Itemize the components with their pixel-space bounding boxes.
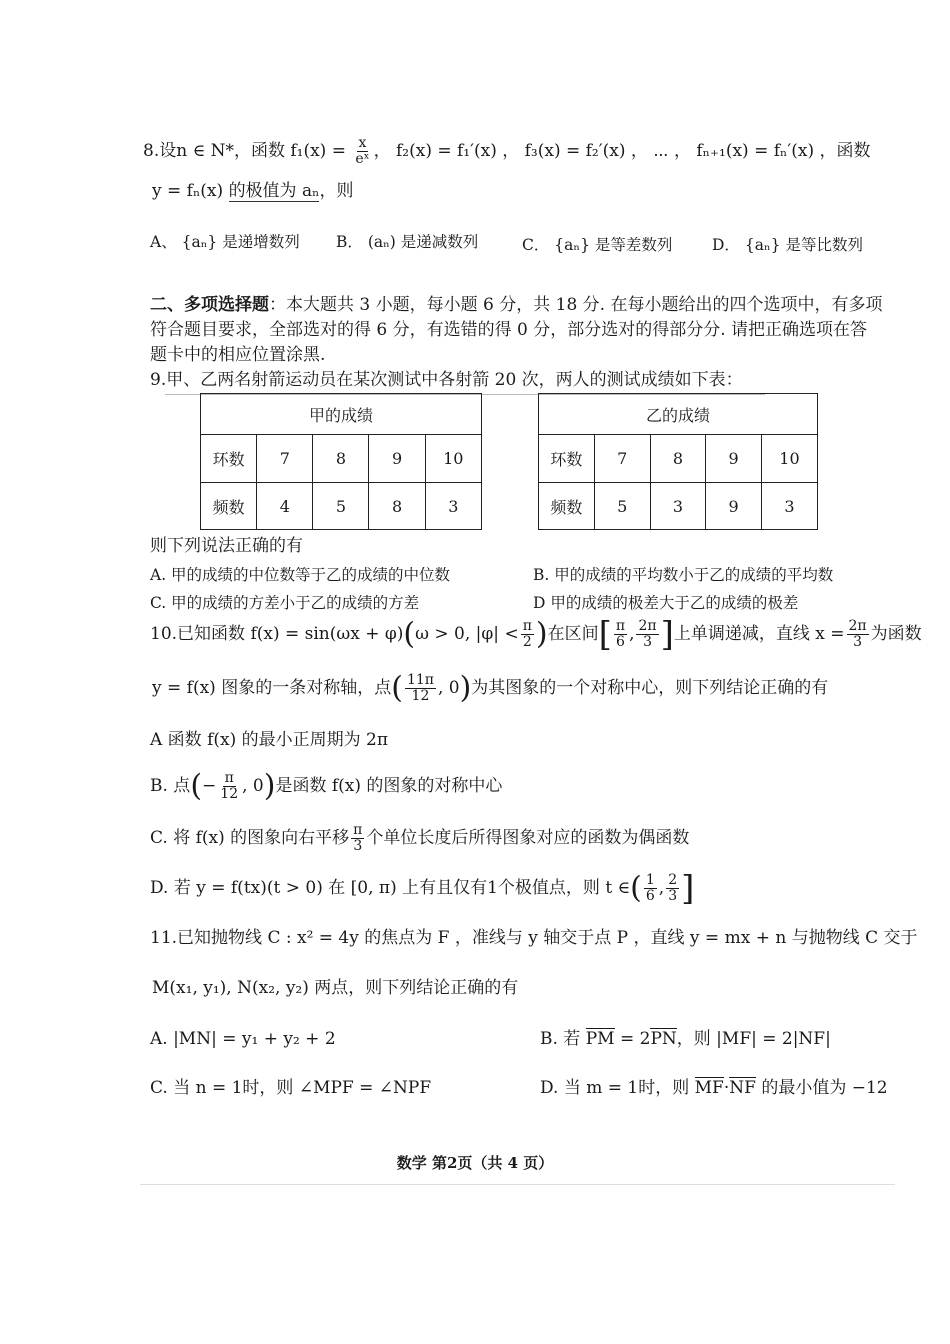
table-b-row2-label: 频数 xyxy=(539,483,595,530)
frac-num: 1 xyxy=(645,872,655,888)
q10-d-text: D. 若 y = f(tx)(t > 0) 在 [0, π) 上有且仅有1个极值点，则 t ∈ xyxy=(150,878,631,898)
q10-2pi-over-3 xyxy=(636,619,658,650)
page-footer: 数学 第2页（共 4 页） xyxy=(396,1154,554,1172)
q9-option-c: C. 甲的成绩的方差小于乙的成绩的方差 xyxy=(150,594,420,612)
q11-d-label: D. 当 m = 1时，则 xyxy=(540,1078,690,1098)
q10-point-y: , 0 xyxy=(437,678,460,698)
q8-number: 8.设 xyxy=(143,141,177,161)
q10-option-b xyxy=(150,768,503,804)
q8-f1-lhs: f₁(x) = xyxy=(290,141,346,161)
q8-extreme-value: 的极值为 aₙ xyxy=(228,181,320,201)
q10-symmetry-axis: y = f(x) 图象的一条对称轴，点 xyxy=(152,678,392,698)
frac-den: 6 xyxy=(645,888,655,904)
table-a-title: 甲的成绩 xyxy=(201,394,482,435)
q10-symmetry-center: 为其图象的一个对称中心，则下列结论正确的有 xyxy=(471,678,829,698)
q10-b-point-y: , 0 xyxy=(242,776,264,796)
frac-num: 2π xyxy=(848,618,867,634)
q11-line2: M(x₁, y₁), N(x₂, y₂) 两点，则下列结论正确的有 xyxy=(152,978,519,998)
section2-line1 xyxy=(150,294,883,316)
paren-left-icon: ( xyxy=(190,768,203,804)
q10-option-a: A 函数 f(x) 的最小正周期为 2π xyxy=(150,730,389,750)
q9-stem: 9.甲、乙两名射箭运动员在某次测试中各射箭 20 次，两人的测试成绩如下表： xyxy=(150,370,743,390)
frac-num: π xyxy=(224,770,234,786)
q8-option-c: C． {aₙ} 是等差数列 xyxy=(522,236,673,254)
frac-den: 3 xyxy=(668,888,678,904)
q10-c-pi-over-3 xyxy=(351,823,364,854)
table-cell: 8 xyxy=(313,435,369,483)
frac-num: 11π xyxy=(406,672,434,688)
vector-nf: NF xyxy=(729,1078,756,1098)
frac-den: 3 xyxy=(643,634,652,650)
section2-instructions-1: ：本大题共 3 小题，每小题 6 分，共 18 分. 在每小题给出的四个选项中，有多项 xyxy=(269,295,883,315)
bracket-right-icon: ] xyxy=(660,614,674,655)
section2-instructions-2: 符合题目要求，全部选对的得 6 分，有选错的得 0 分，部分选对的得部分分. 请把正确选项在答 xyxy=(150,320,868,340)
frac-num: π xyxy=(522,618,532,634)
vector-mf: MF xyxy=(694,1078,724,1098)
q10-pi-over-2 xyxy=(521,619,534,650)
q10-axis-line: 上单调递减，直线 x = xyxy=(673,624,845,644)
section2-instructions-3: 题卡中的相应位置涂黑. xyxy=(150,345,326,365)
frac-num: 2π xyxy=(638,618,657,634)
q10-condition: ω > 0, |φ| < xyxy=(415,624,519,644)
q9-table-b xyxy=(538,393,818,530)
q8-then: ，则 xyxy=(319,181,354,201)
q10-axis-value xyxy=(847,619,869,650)
table-cell: 3 xyxy=(650,483,706,530)
paren-right-icon: ) xyxy=(459,670,472,706)
q10-for-function: 为函数 xyxy=(870,624,922,644)
table-cell: 8 xyxy=(650,435,706,483)
frac-den: 6 xyxy=(616,634,625,650)
q10-b-text: 是函数 f(x) 的图象的对称中心 xyxy=(275,776,503,796)
q10-b-label: B. 点 xyxy=(150,776,191,796)
q10-c-text-2: 个单位长度后所得图象对应的函数为偶函数 xyxy=(366,828,690,848)
q8-recurrence: ， f₂(x) = f₁′(x) ， f₃(x) = f₂′(x) ， ⋯ ， fₙ₊₁(x) = fₙ′(x) ，函数 xyxy=(373,141,871,161)
frac-num: π xyxy=(353,822,363,838)
bracket-right-icon: ] xyxy=(681,868,695,909)
q8-domain: n ∈ N*，函数 xyxy=(176,141,285,161)
q11-b-label: B. 若 xyxy=(540,1029,581,1049)
q10-function: 10.已知函数 f(x) = sin(ωx + φ) xyxy=(150,624,404,644)
vector-pn: PN xyxy=(650,1029,677,1049)
q8-option-d: D． {aₙ} 是等比数列 xyxy=(712,236,863,254)
q11-option-b xyxy=(540,1028,831,1050)
table-cell: 10 xyxy=(761,435,817,483)
table-a-row1-label: 环数 xyxy=(201,435,257,483)
q8-option-b: B． (aₙ) 是递减数列 xyxy=(336,233,479,251)
q10-line1: 10.已知函数 f(x) = sin(ωx + φ)(ω > 0, |φ| < $\frac{\pi}{2}$ )在区间[ $\frac{\pi}{6}$ , $\frac{2\pi}{3}$ ]上单调递减，直线 x = $\frac{2\pi}{3}$ 为函数 xyxy=(150,614,922,655)
q10-c-text-1: C. 将 f(x) 的图象向右平移 xyxy=(150,828,350,848)
table-cell: 3 xyxy=(425,483,481,530)
q8-f1-numerator: x xyxy=(358,135,367,151)
q11-option-a: A. |MN| = y₁ + y₂ + 2 xyxy=(150,1029,336,1049)
frac-den: 12 xyxy=(411,688,430,704)
minus-sign: − xyxy=(202,776,217,796)
bracket-left-icon: [ xyxy=(598,614,612,655)
table-b-title: 乙的成绩 xyxy=(539,394,818,435)
frac-num: π xyxy=(615,618,626,634)
q9-table-a xyxy=(200,393,482,530)
table-cell: 7 xyxy=(594,435,650,483)
q9-option-b: B. 甲的成绩的平均数小于乙的成绩的平均数 xyxy=(533,566,834,584)
table-cell: 9 xyxy=(706,435,762,483)
q9-option-a: A. 甲的成绩的中位数等于乙的成绩的中位数 xyxy=(150,566,451,584)
q9-option-d: D 甲的成绩的极差大于乙的成绩的极差 xyxy=(533,594,799,612)
table-cell: 9 xyxy=(706,483,762,530)
dot-operator: · xyxy=(723,1078,730,1098)
q10-pi-over-6 xyxy=(614,619,627,650)
table-cell: 3 xyxy=(761,483,817,530)
q10-pi-over-12 xyxy=(218,771,240,802)
q8-f1-denominator: eˣ xyxy=(355,151,370,167)
q10-line2 xyxy=(152,670,829,706)
q8-f1-fraction xyxy=(353,136,371,167)
q10-11pi-over-12 xyxy=(405,673,436,704)
table-cell: 4 xyxy=(257,483,313,530)
table-b-row1-label: 环数 xyxy=(539,435,595,483)
table-cell: 7 xyxy=(257,435,313,483)
q11-b-result: ，则 |MF| = 2|NF| xyxy=(676,1029,831,1049)
frac-den: 3 xyxy=(853,634,863,650)
footer-rule xyxy=(140,1184,895,1185)
q11-b-eq: = 2 xyxy=(619,1029,651,1049)
q10-d-two-thirds xyxy=(666,873,679,904)
table-cell: 5 xyxy=(594,483,650,530)
section2-title: 二、多项选择题 xyxy=(150,295,269,315)
frac-den: 3 xyxy=(353,838,363,854)
paren-right-icon: ) xyxy=(263,768,276,804)
q8-line2 xyxy=(152,180,353,202)
table-cell: 9 xyxy=(369,435,425,483)
frac-den: 2 xyxy=(522,634,532,650)
q8-y-fn: y = fₙ(x) xyxy=(152,181,224,201)
table-cell: 8 xyxy=(369,483,425,530)
q11-d-result: 的最小值为 −12 xyxy=(761,1078,888,1098)
q8-option-a: A、 {aₙ} 是递增数列 xyxy=(150,233,300,251)
paren-left-icon: ( xyxy=(403,616,416,652)
q10-option-c xyxy=(150,823,689,854)
vector-pm: PM xyxy=(585,1029,615,1049)
q10-interval-text: 在区间 xyxy=(547,624,599,644)
paren-left-icon: ( xyxy=(630,870,642,906)
q11-line1: 11.已知抛物线 C : x² = 4y 的焦点为 F ，准线与 y 轴交于点 P ，直线 y = mx + n 与抛物线 C 交于 xyxy=(150,928,918,948)
frac-num: 2 xyxy=(668,872,678,888)
q8-line1 xyxy=(143,136,870,167)
q11-option-c: C. 当 n = 1时，则 ∠MPF = ∠NPF xyxy=(150,1078,432,1098)
table-cell: 10 xyxy=(425,435,481,483)
table-a-row2-label: 频数 xyxy=(201,483,257,530)
paren-right-icon: ) xyxy=(535,616,548,652)
frac-den: 12 xyxy=(220,786,239,802)
table-cell: 5 xyxy=(313,483,369,530)
q10-option-d: D. 若 y = f(tx)(t > 0) 在 [0, π) 上有且仅有1个极值点，则 t ∈( $\frac{1}{6}$ , $\frac{2}{3}$ ] xyxy=(150,868,695,909)
paren-left-icon: ( xyxy=(391,670,403,706)
q9-prompt: 则下列说法正确的有 xyxy=(150,536,303,556)
q10-d-one-sixth xyxy=(644,873,657,904)
q11-option-d xyxy=(540,1077,888,1099)
